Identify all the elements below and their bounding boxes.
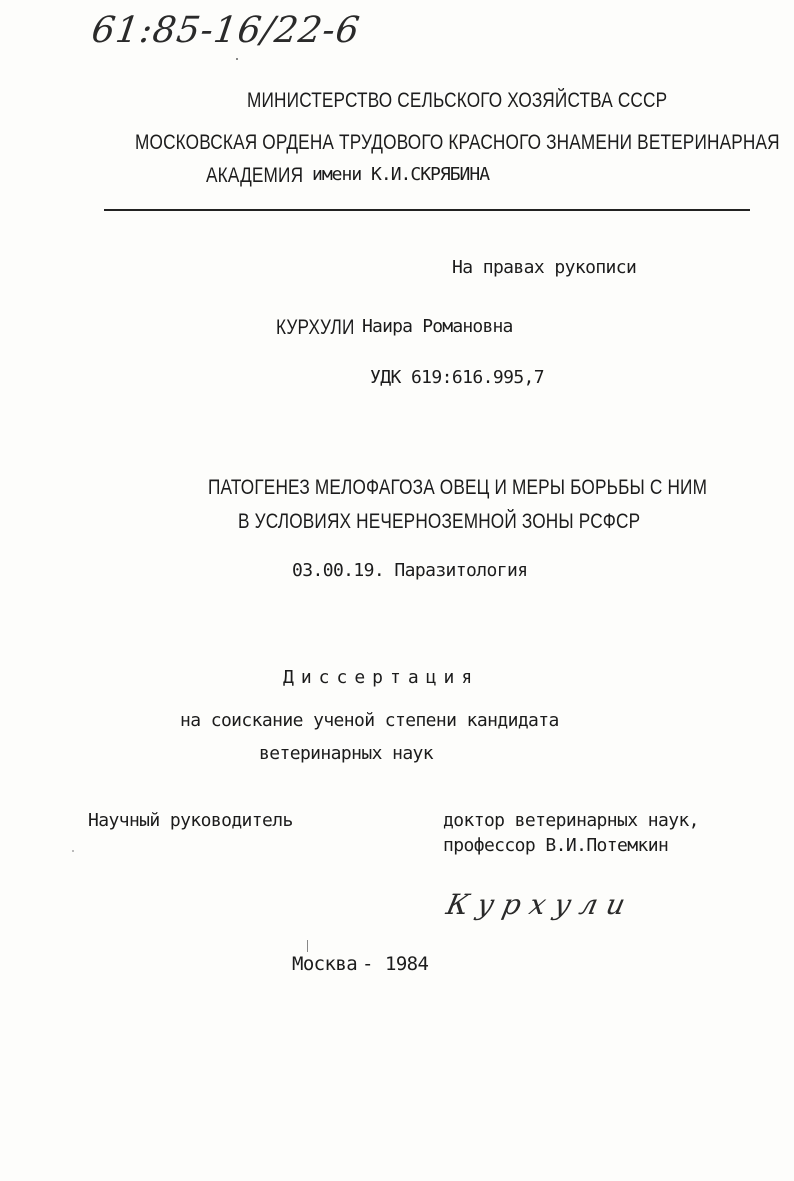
manuscript-note: На правах рукописи	[452, 257, 637, 278]
footer-year: 1984	[385, 953, 429, 975]
work-type-label: Диссертация	[283, 667, 480, 688]
footer-separator: -	[362, 953, 373, 975]
academy-heading-line2-b: имени К.И.СКРЯБИНА	[312, 164, 490, 185]
supervisor-degree: доктор ветеринарных наук,	[443, 810, 699, 831]
author-signature: Курхули	[443, 888, 638, 921]
academy-heading-line2-a: АКАДЕМИЯ	[206, 164, 304, 187]
author-surname: КУРХУЛИ	[276, 316, 355, 339]
thesis-title-line2: В УСЛОВИЯХ НЕЧЕРНОЗЕМНОЙ ЗОНЫ РСФСР	[238, 510, 641, 533]
supervisor-name: профессор В.И.Потемкин	[443, 835, 669, 856]
ministry-heading: МИНИСТЕРСТВО СЕЛЬСКОГО ХОЗЯЙСТВА СССР	[247, 89, 668, 112]
scan-speck	[72, 850, 74, 852]
work-type-line1: на соискание ученой степени кандидата	[180, 710, 559, 731]
scan-speck	[236, 58, 238, 60]
work-type-line2: ветеринарных наук	[259, 743, 434, 764]
udc-code: УДК 619:616.995,7	[370, 367, 545, 388]
scan-speck	[307, 940, 308, 952]
supervisor-role: Научный руководитель	[88, 810, 293, 831]
specialty: 03.00.19. Паразитология	[292, 560, 528, 581]
footer-city: Москва	[292, 953, 358, 975]
header-divider	[104, 209, 750, 211]
archive-mark: 61:85-16/22-6	[89, 10, 363, 51]
academy-heading-line1: МОСКОВСКАЯ ОРДЕНА ТРУДОВОГО КРАСНОГО ЗНАМЕНИ ВЕТЕРИНАРНАЯ	[135, 131, 780, 154]
author-given-names: Наира Романовна	[362, 316, 513, 337]
thesis-title-line1: ПАТОГЕНЕЗ МЕЛОФАГОЗА ОВЕЦ И МЕРЫ БОРЬБЫ С НИМ	[208, 476, 708, 499]
